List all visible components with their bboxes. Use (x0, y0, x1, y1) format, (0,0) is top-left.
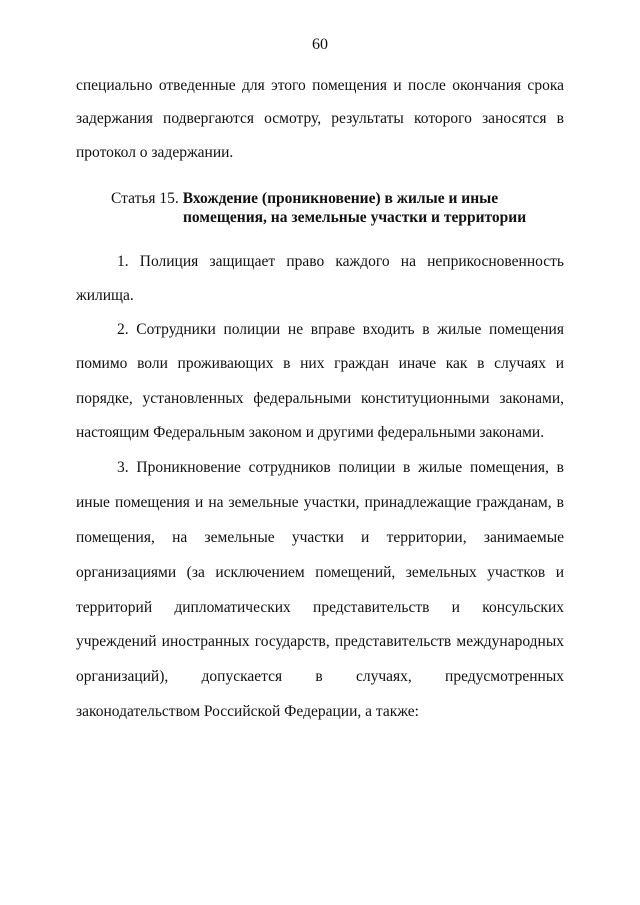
article-title-part-2: помещения, на земельные участки и территории (183, 209, 527, 226)
article-label: Статья 15. (111, 190, 179, 207)
paragraph-line: жилища. (76, 287, 134, 304)
paragraph-line: законодательством Российской Федерации, а также: (76, 703, 419, 720)
paragraph-line: 2. Сотрудники полиции не вправе входить в жилые помещения (117, 321, 564, 338)
paragraph-line: 3. Проникновение сотрудников полиции в жилые помещения, в (117, 459, 564, 476)
paragraph-line: помещения, на земельные участки и территории, занимаемые (76, 529, 564, 546)
paragraph-line: иные помещения и на земельные участки, принадлежащие гражданам, в (76, 494, 564, 511)
paragraph-line: порядке, установленных федеральными конституционными законами, (76, 390, 564, 407)
intro-line: протокол о задержании. (76, 144, 234, 161)
intro-line: задержания подвергаются осмотру, результаты которого заносятся в (76, 110, 564, 127)
article-heading-line-1 (111, 189, 498, 209)
paragraph-line: территорий дипломатических представительств и консульских (76, 599, 564, 616)
paragraph-line: помимо воли проживающих в них граждан иначе как в случаях и (76, 355, 564, 372)
page-number: 60 (312, 36, 328, 53)
paragraph-line: настоящим Федеральным законом и другими федеральными законами. (76, 424, 545, 441)
article-title-part-1: Вхождение (проникновение) в жилые и иные (182, 190, 499, 207)
paragraph-line: 1. Полиция защищает право каждого на неприкосновенность (117, 253, 564, 270)
paragraph-line: организациями (за исключением помещений, земельных участков и (76, 564, 564, 581)
paragraph-line: учреждений иностранных государств, представительств международных (76, 633, 564, 650)
intro-line: специально отведенные для этого помещения и после окончания срока (76, 77, 564, 94)
paragraph-line: организаций), допускается в случаях, предусмотренных (76, 668, 564, 685)
